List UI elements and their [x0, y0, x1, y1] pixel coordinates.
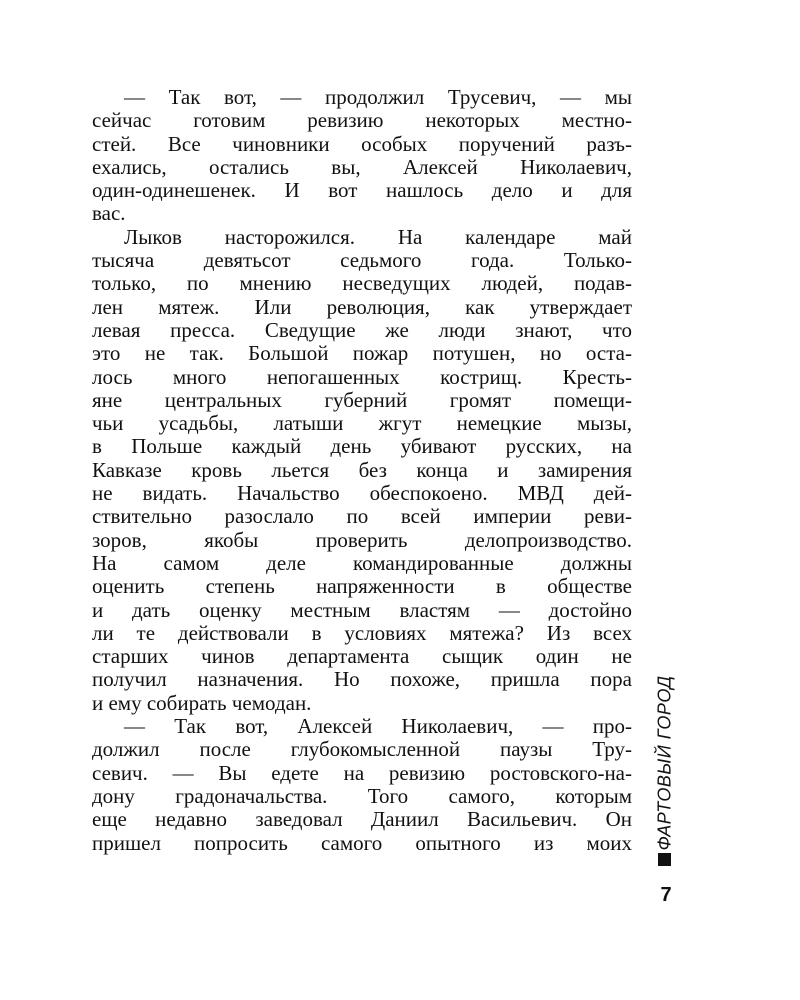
text-line: ехались, остались вы, Алексей Николаевич,: [92, 154, 632, 179]
square-marker-icon: [658, 853, 671, 866]
text-line: сейчас готовим ревизию некоторых местно-: [92, 108, 632, 133]
text-line: в Польше каждый день убивают русских, на: [92, 434, 632, 459]
text-line: и ему собирать чемодан.: [92, 690, 312, 715]
text-line: не видать. Начальство обеспокоено. МВД дей-: [92, 481, 632, 506]
text-line: Лыков насторожился. На календаре май: [124, 224, 632, 249]
text-line: — Так вот, — продолжил Трусевич, — мы: [124, 85, 632, 109]
page-number: 7: [660, 884, 672, 906]
text-line: На самом деле командированные должны: [92, 550, 632, 575]
text-line: зоров, якобы проверить делопроизводство.: [92, 527, 632, 552]
text-line: лось много непогашенных кострищ. Кресть-: [92, 364, 632, 389]
text-line: еще недавно заведовал Даниил Васильевич. Он: [92, 807, 632, 832]
text-line: яне центральных губерний громят помещи-: [92, 387, 632, 412]
text-line: — Так вот, Алексей Николаевич, — про-: [124, 714, 632, 739]
text-line: старших чинов департамента сыщик один не: [92, 644, 632, 669]
text-line: чьи усадьбы, латыши жгут немецкие мызы,: [92, 411, 632, 436]
text-line: это не так. Большой пожар потушен, но оста-: [92, 341, 632, 366]
text-line: дону градоначальства. Того самого, которым: [92, 783, 632, 808]
text-line: пришел попросить самого опытного из моих: [92, 830, 632, 855]
text-line: оценить степень напряженности в обществе: [92, 574, 632, 599]
text-line: вас.: [92, 201, 126, 226]
text-line: должил после глубокомысленной паузы Тру-: [92, 737, 632, 762]
text-line: получил назначения. Но похоже, пришла пора: [92, 667, 632, 692]
text-line: ли те действовали в условиях мятежа? Из всех: [92, 620, 632, 645]
running-head-title: ФАРТОВЫЙ ГОРОД: [654, 675, 675, 851]
text-line: тысяча девятьсот седьмого года. Только-: [92, 248, 632, 273]
body-text: [92, 86, 632, 855]
text-line: и дать оценку местным властям — достойно: [92, 597, 632, 622]
text-line: один-одинешенек. И вот нашлось дело и для: [92, 178, 632, 203]
running-head: [650, 675, 680, 851]
text-line: левая пресса. Сведущие же люди знают, что: [92, 317, 632, 342]
text-line: стей. Все чиновники особых поручений разъ-: [92, 131, 632, 156]
text-line: только, по мнению несведущих людей, подав-: [92, 271, 632, 296]
text-line: Кавказе кровь льется без конца и замирения: [92, 457, 632, 482]
text-line: ствительно разослало по всей империи реви-: [92, 504, 632, 529]
text-line: лен мятеж. Или революция, как утверждает: [92, 294, 632, 319]
text-line: севич. — Вы едете на ревизию ростовского-на-: [92, 760, 632, 785]
